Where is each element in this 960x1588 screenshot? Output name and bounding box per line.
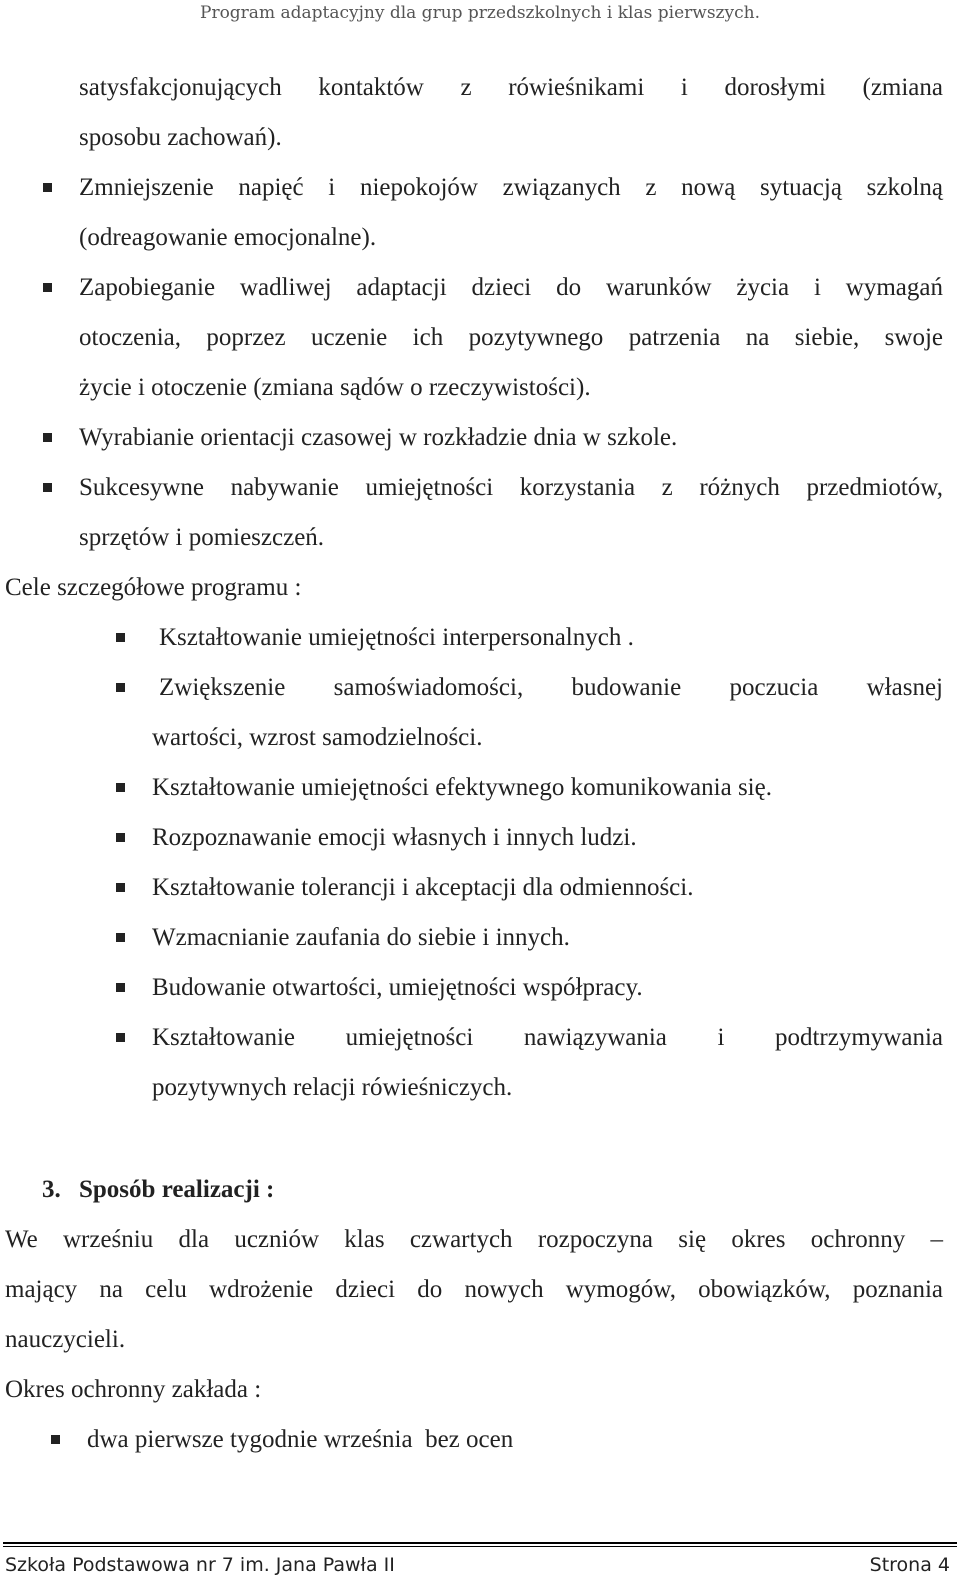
list-item-continuation: otoczenia, poprzez uczenie ich pozytywnego patrzenia na siebie, swoje (79, 324, 943, 351)
paragraph-line: mający na celu wdrożenie dzieci do nowych wymogów, obowiązków, poznania (5, 1276, 943, 1303)
footer-school-name: Szkoła Podstawowa nr 7 im. Jana Pawła II (5, 1554, 395, 1576)
list-item-continuation: (odreagowanie emocjonalne). (79, 224, 377, 251)
square-bullet-icon (43, 283, 52, 292)
section-label: Cele szczegółowe programu : (5, 574, 302, 601)
list-item: Kształtowanie umiejętności nawiązywania i podtrzymywania (152, 1024, 943, 1051)
list-item-continuation: sprzętów i pomieszczeń. (79, 524, 325, 551)
section-heading: Sposób realizacji : (79, 1176, 275, 1203)
list-item: Zapobieganie wadliwej adaptacji dzieci do warunków życia i wymagań (79, 274, 943, 301)
square-bullet-icon (116, 833, 125, 842)
square-bullet-icon (43, 183, 52, 192)
list-item: Wyrabianie orientacji czasowej w rozkładzie dnia w szkole. (79, 424, 678, 451)
list-item: Budowanie otwartości, umiejętności współpracy. (152, 974, 643, 1001)
paragraph-line: nauczycieli. (5, 1326, 126, 1353)
list-item: Kształtowanie umiejętności efektywnego komunikowania się. (152, 774, 772, 801)
paragraph-line: sposobu zachowań). (79, 124, 282, 151)
list-item: Wzmacnianie zaufania do siebie i innych. (152, 924, 570, 951)
square-bullet-icon (116, 983, 125, 992)
list-item: dwa pierwsze tygodnie września bez ocen (87, 1426, 514, 1453)
square-bullet-icon (116, 633, 125, 642)
list-item: Zwiększenie samoświadomości, budowanie poczucia własnej (159, 674, 943, 701)
square-bullet-icon (116, 883, 125, 892)
square-bullet-icon (116, 933, 125, 942)
list-item: Zmniejszenie napięć i niepokojów związanych z nową sytuacją szkolną (79, 174, 943, 201)
page-header: Program adaptacyjny dla grup przedszkolnych i klas pierwszych. (200, 3, 760, 23)
list-item-continuation: wartości, wzrost samodzielności. (152, 724, 483, 751)
square-bullet-icon (43, 433, 52, 442)
square-bullet-icon (116, 683, 125, 692)
footer-divider (3, 1546, 957, 1547)
square-bullet-icon (51, 1435, 60, 1444)
paragraph-line: We wrześniu dla uczniów klas czwartych rozpoczyna się okres ochronny – (5, 1226, 943, 1253)
list-item: Sukcesywne nabywanie umiejętności korzystania z różnych przedmiotów, (79, 474, 943, 501)
square-bullet-icon (116, 783, 125, 792)
square-bullet-icon (43, 483, 52, 492)
paragraph-line: satysfakcjonujących kontaktów z rówieśnikami i dorosłymi (zmiana (79, 74, 943, 101)
list-item: Rozpoznawanie emocji własnych i innych ludzi. (152, 824, 637, 851)
list-item-continuation: pozytywnych relacji rówieśniczych. (152, 1074, 513, 1101)
footer-divider (3, 1542, 957, 1544)
list-item-continuation: życie i otoczenie (zmiana sądów o rzeczywistości). (79, 374, 591, 401)
section-number: 3. (42, 1176, 61, 1203)
section-label: Okres ochronny zakłada : (5, 1376, 262, 1403)
list-item: Kształtowanie umiejętności interpersonalnych . (159, 624, 634, 651)
list-item: Kształtowanie tolerancji i akceptacji dla odmienności. (152, 874, 694, 901)
page-number: Strona 4 (869, 1554, 950, 1576)
square-bullet-icon (116, 1033, 125, 1042)
